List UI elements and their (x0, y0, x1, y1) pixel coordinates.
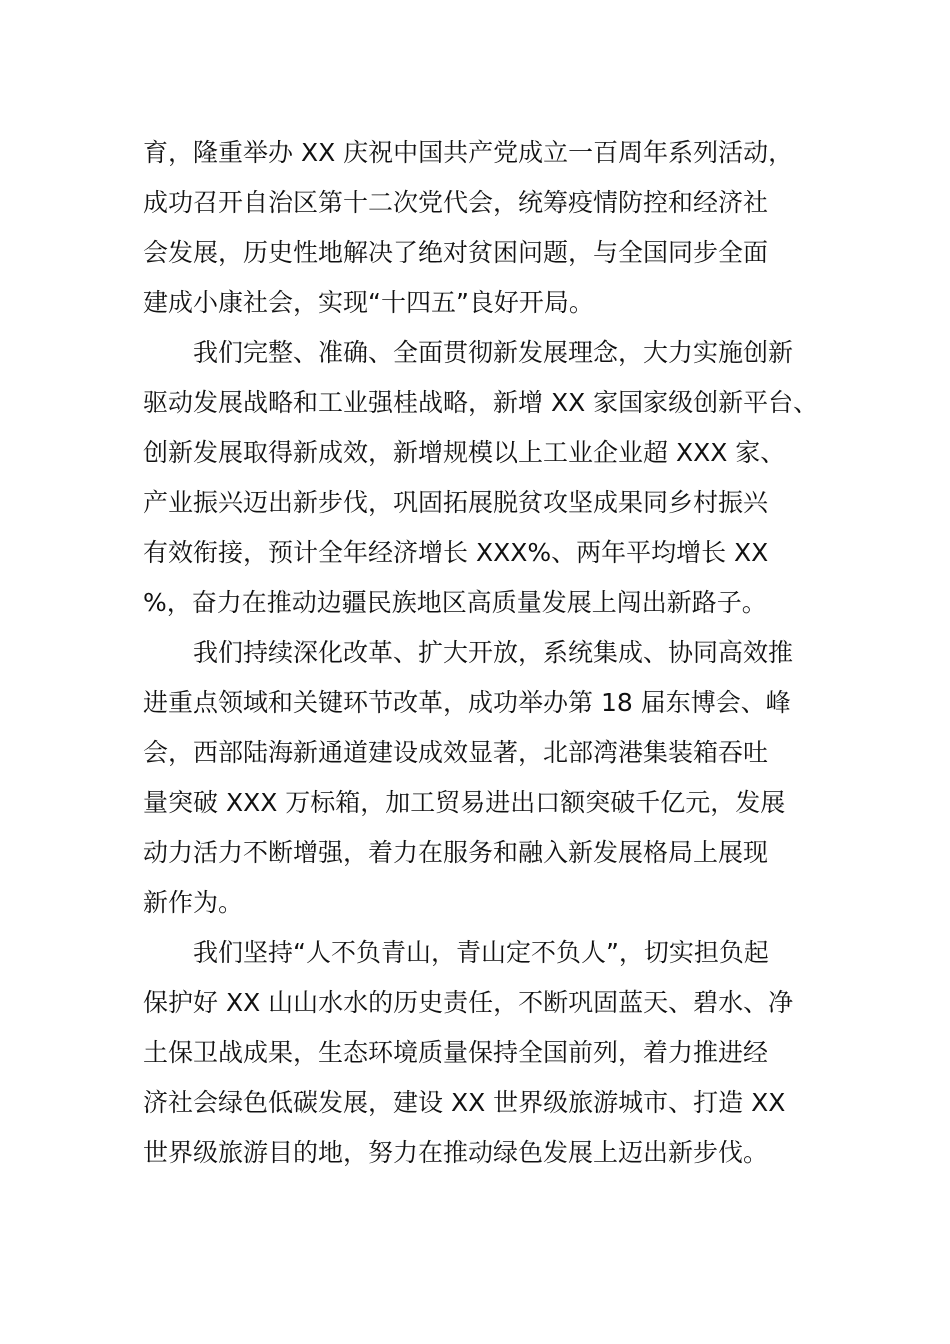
text-line: 新作为。 (143, 888, 244, 917)
text-line: 动力活力不断增强，着力在服务和融入新发展格局上展现 (143, 838, 769, 867)
text-line: 土保卫战成果，生态环境质量保持全国前列，着力推进经 (143, 1038, 769, 1067)
text-line: 有效衔接，预计全年经济增长 XXX%、两年平均增长 XX (143, 538, 769, 567)
text-line: 保护好 XX 山山水水的历史责任，不断巩固蓝天、碧水、净 (143, 988, 794, 1017)
text-line: 育，隆重举办 XX 庆祝中国共产党成立一百周年系列活动， (143, 138, 794, 167)
text-line: 世界级旅游目的地，努力在推动绿色发展上迈出新步伐。 (143, 1138, 769, 1167)
text-line: 济社会绿色低碳发展，建设 XX 世界级旅游城市、打造 XX (143, 1088, 786, 1117)
text-line: 进重点领域和关键环节改革，成功举办第 18 届东博会、峰 (143, 688, 791, 717)
paragraph-1 (143, 128, 811, 328)
text-line: 创新发展取得新成效，新增规模以上工业企业超 XXX 家、 (143, 438, 786, 467)
text-line: 驱动发展战略和工业强桂战略，新增 XX 家国家级创新平台、 (143, 388, 819, 417)
text-line: 我们坚持“人不负青山，青山定不负人”，切实担负起 (143, 938, 769, 967)
text-line: 会，西部陆海新通道建设成效显著，北部湾港集装箱吞吐 (143, 738, 769, 767)
text-line: 我们完整、准确、全面贯彻新发展理念，大力实施创新 (143, 338, 794, 367)
paragraph-2 (143, 328, 819, 628)
text-line: 建成小康社会，实现“十四五”良好开局。 (143, 288, 594, 317)
paragraph-4 (143, 928, 811, 1178)
document-body (143, 128, 819, 1178)
text-line: 会发展，历史性地解决了绝对贫困问题，与全国同步全面 (143, 238, 769, 267)
text-line: 产业振兴迈出新步伐，巩固拓展脱贫攻坚成果同乡村振兴 (143, 488, 769, 517)
text-line: 我们持续深化改革、扩大开放，系统集成、协同高效推 (143, 638, 794, 667)
text-line: 成功召开自治区第十二次党代会，统筹疫情防控和经济社 (143, 188, 769, 217)
text-line: %，奋力在推动边疆民族地区高质量发展上闯出新路子。 (143, 588, 767, 617)
paragraph-3 (143, 628, 811, 928)
text-line: 量突破 XXX 万标箱，加工贸易进出口额突破千亿元，发展 (143, 788, 786, 817)
